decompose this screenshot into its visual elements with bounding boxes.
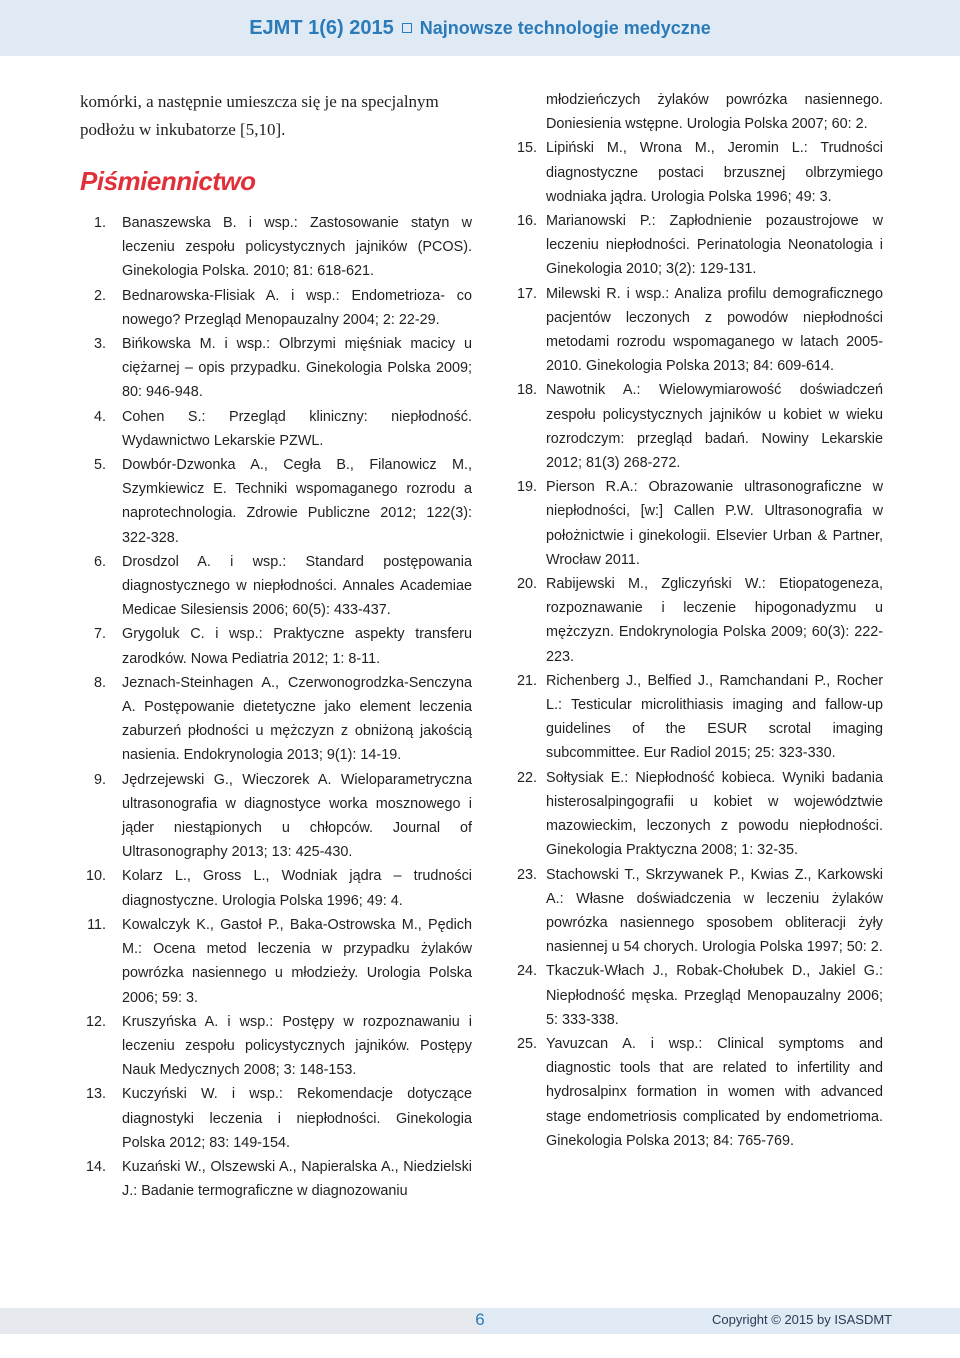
reference-item xyxy=(80,550,472,623)
reference-number: 9. xyxy=(93,771,106,788)
reference-number: 1. xyxy=(93,215,106,231)
reference-number: 19. xyxy=(517,479,538,496)
reference-number: 20. xyxy=(517,576,538,593)
reference-text: młodzieńczych żylaków powrózka nasiennego. Doniesienia wstępne. Urologia Polska 2007; 60: 2. xyxy=(546,92,883,133)
reference-text: Drosdzol A. i wsp.: Standard postępowania diagnostycznego w niepłodności. Annales Academiae Medicae Silesiensis 2006; 60(5): 433-437. xyxy=(122,553,472,619)
reference-text: Richenberg J., Belfied J., Ramchandani P., Rocher L.: Testicular microlithiasis imaging and fallow-up guidelines of the ESUR scrotal imaging subcommittee. Eur Radiol 2015; 25: 323-330. xyxy=(546,672,883,762)
reference-text: Lipiński M., Wrona M., Jeromin L.: Trudności diagnostyczne postaci brzusznej olbrzymiego wodniaka jądra. Urologia Polska 1996; 49: 3. xyxy=(546,140,883,205)
journal-name: EJMT 1(6) 2015 xyxy=(249,16,394,39)
reference-number: 3. xyxy=(93,336,106,353)
reference-number: 24. xyxy=(517,963,538,980)
right-column xyxy=(517,88,883,1153)
reference-number: 8. xyxy=(93,674,106,691)
reference-item xyxy=(80,453,472,550)
reference-list-left xyxy=(80,211,472,1203)
reference-number: 18. xyxy=(517,382,538,399)
reference-number: 13. xyxy=(85,1086,106,1103)
running-header xyxy=(0,0,960,56)
reference-text: Tkaczuk-Włach J., Robak-Chołubek D., Jakiel G.: Niepłodność męska. Przegląd Menopauzalny 2006; 5: 333-338. xyxy=(546,963,883,1028)
reference-text: Kruszyńska A. i wsp.: Postępy w rozpoznawaniu i leczeniu zespołu policystycznych jajników. Postępy Nauk Medycznych 2008; 3: 148-153. xyxy=(122,1013,472,1079)
reference-text: Cohen S.: Przegląd kliniczny: niepłodność. Wydawnictwo Lekarskie PZWL. xyxy=(122,408,472,449)
reference-item xyxy=(517,766,883,863)
reference-item xyxy=(517,959,883,1032)
page-number: 6 xyxy=(475,1310,485,1329)
reference-number: 11. xyxy=(87,916,106,933)
left-column xyxy=(80,88,472,1203)
reference-item xyxy=(517,282,883,379)
square-bullet-icon xyxy=(402,23,412,33)
reference-text: Kuzański W., Olszewski A., Napieralska A., Niedzielski J.: Badanie termograficzne w diagnozowaniu xyxy=(122,1158,472,1200)
reference-item xyxy=(517,475,883,572)
reference-number: 23. xyxy=(517,866,538,883)
reference-text: Milewski R. i wsp.: Analiza profilu demograficznego pacjentów leczonych z powodów niepłodności metodami rozrodu wspomaganego w latach 2005-2010. Ginekologia Polska 2013; 84: 609-614. xyxy=(546,285,883,375)
reference-number: 21. xyxy=(517,672,538,689)
reference-item xyxy=(80,671,472,768)
reference-number: 4. xyxy=(93,408,106,425)
reference-text: Bińkowska M. i wsp.: Olbrzymi mięśniak macicy u ciężarnej – opis przypadku. Ginekologia Polska 2009; 80: 946-948. xyxy=(122,336,472,401)
reference-item xyxy=(517,1032,883,1153)
reference-item xyxy=(517,136,883,209)
reference-number: 5. xyxy=(93,457,106,474)
reference-text: Jeznach-Steinhagen A., Czerwonogrodzka-Senczyna A. Postępowanie dietetyczne jako element leczenia zaburzeń płodności u mężczyzn z obniżoną jakością nasienia. Endokrynologia 2013; 9(1): 14-19. xyxy=(122,674,472,764)
reference-item xyxy=(80,864,472,912)
reference-number: 6. xyxy=(93,553,106,570)
reference-text: Sołtysiak E.: Niepłodność kobieca. Wyniki badania histerosalpingografii u kobiet w województwie mazowieckim, leczonych z powodu niepłodności. Ginekologia Praktyczna 2008; 1: 32-35. xyxy=(546,769,883,859)
reference-item xyxy=(80,913,472,1010)
references-heading: Piśmiennictwo xyxy=(80,166,256,196)
reference-number: 22. xyxy=(517,769,538,786)
reference-text: Marianowski P.: Zapłodnienie pozaustrojowe w leczeniu niepłodności. Perinatologia Neonatologia i Ginekologia 2010; 3(2): 129-131. xyxy=(546,213,883,278)
intro-paragraph: komórki, a następnie umieszcza się je na specjalnym podłożu w inkubatorze [5,10]. xyxy=(80,92,439,139)
reference-item xyxy=(517,378,883,475)
reference-item xyxy=(80,405,472,453)
reference-text: Stachowski T., Skrzywanek P., Kwias Z., Karkowski A.: Własne doświadczenia w leczeniu żylaków powrózka nasiennego sposobem obliteracji żyły nasiennej u 54 chorych. Urologia Polska 1997; 50: 2. xyxy=(546,866,883,956)
reference-text: Rabijewski M., Zgliczyński W.: Etiopatogeneza, rozpoznawanie i leczenie hipogonadyzmu u mężczyzn. Endokrynologia Polska 2009; 60(3): 222-223. xyxy=(546,576,883,665)
reference-text: Yavuzcan A. i wsp.: Clinical symptoms and diagnostic tools that are related to infertility and hydrosalpinx formation in women with advanced stage endometriosis complicated by endometrioma. Ginekologia Polska 2013; 84: 765-769. xyxy=(546,1035,883,1149)
page-footer xyxy=(0,1308,960,1358)
reference-item xyxy=(517,88,883,136)
reference-item xyxy=(80,768,472,865)
reference-item xyxy=(517,209,883,282)
reference-number: 7. xyxy=(93,626,106,643)
reference-text: Kolarz L., Gross L., Wodniak jądra – trudności diagnostyczne. Urologia Polska 1996; 49: 4. xyxy=(122,868,472,909)
reference-text: Banaszewska B. i wsp.: Zastosowanie statyn w leczeniu zespołu policystycznych jajników (PCOS). Ginekologia Polska. 2010; 81: 618-621. xyxy=(122,215,472,280)
reference-number: 2. xyxy=(93,287,106,304)
reference-text: Jędrzejewski G., Wieczorek A. Wieloparametryczna ultrasonografia w diagnostyce worka mosznowego i jąder niestąpionych u chłopców. Journal of Ultrasonography 2013; 13: 425-430. xyxy=(122,771,472,861)
reference-item xyxy=(80,211,472,284)
reference-item xyxy=(80,284,472,332)
reference-text: Bednarowska-Flisiak A. i wsp.: Endometrioza- co nowego? Przegląd Menopauzalny 2004; 2: 22-29. xyxy=(122,287,472,328)
copyright-notice: Copyright © 2015 by ISASDMT xyxy=(712,1312,893,1327)
reference-text: Pierson R.A.: Obrazowanie ultrasonograficzne w niepłodności, [w:] Callen P.W. Ultrasonografia w położnictwie i ginekologii. Elsevier Urban & Partner, Wrocław 2011. xyxy=(546,479,883,568)
reference-item xyxy=(517,572,883,669)
reference-number xyxy=(517,88,546,136)
reference-number: 12. xyxy=(85,1013,106,1030)
reference-number: 25. xyxy=(517,1035,538,1052)
reference-item xyxy=(80,332,472,405)
reference-list-right xyxy=(517,88,883,1153)
section-name: Najnowsze technologie medyczne xyxy=(419,17,711,38)
reference-text: Kowalczyk K., Gastoł P., Baka-Ostrowska M., Pędich M.: Ocena metod leczenia w przypadku żylaków powrózka nasiennego u młodzieży. Urologia Polska 2006; 59: 3. xyxy=(122,916,472,1006)
reference-text: Grygoluk C. i wsp.: Praktyczne aspekty transferu zarodków. Nowa Pediatria 2012; 1: 8-11. xyxy=(122,626,472,667)
reference-number: 14. xyxy=(85,1158,106,1175)
reference-item xyxy=(80,1082,472,1155)
reference-item xyxy=(517,669,883,766)
reference-text: Kuczyński W. i wsp.: Rekomendacje dotyczące diagnostyki leczenia i niepłodności. Ginekologia Polska 2012; 83: 149-154. xyxy=(122,1086,472,1151)
reference-text: Dowbór-Dzwonka A., Cegła B., Filanowicz M., Szymkiewicz E. Techniki wspomaganego rozrodu a naprotechnologia. Zdrowie Publiczne 2012; 122(3): 322-328. xyxy=(122,457,472,546)
reference-number: 10. xyxy=(85,868,106,885)
footer-band-left xyxy=(0,1308,480,1334)
reference-item xyxy=(80,622,472,670)
reference-item xyxy=(80,1155,472,1203)
reference-number: 17. xyxy=(517,285,538,302)
reference-item xyxy=(80,1010,472,1083)
reference-item xyxy=(517,863,883,960)
reference-number: 16. xyxy=(517,213,538,230)
reference-text: Nawotnik A.: Wielowymiarowość doświadczeń zespołu policystycznych jajników u kobiet w wieku rozrodczym: przegląd badań. Nowiny Lekarskie 2012; 81(3) 268-272. xyxy=(546,382,883,472)
reference-number: 15. xyxy=(517,140,538,157)
